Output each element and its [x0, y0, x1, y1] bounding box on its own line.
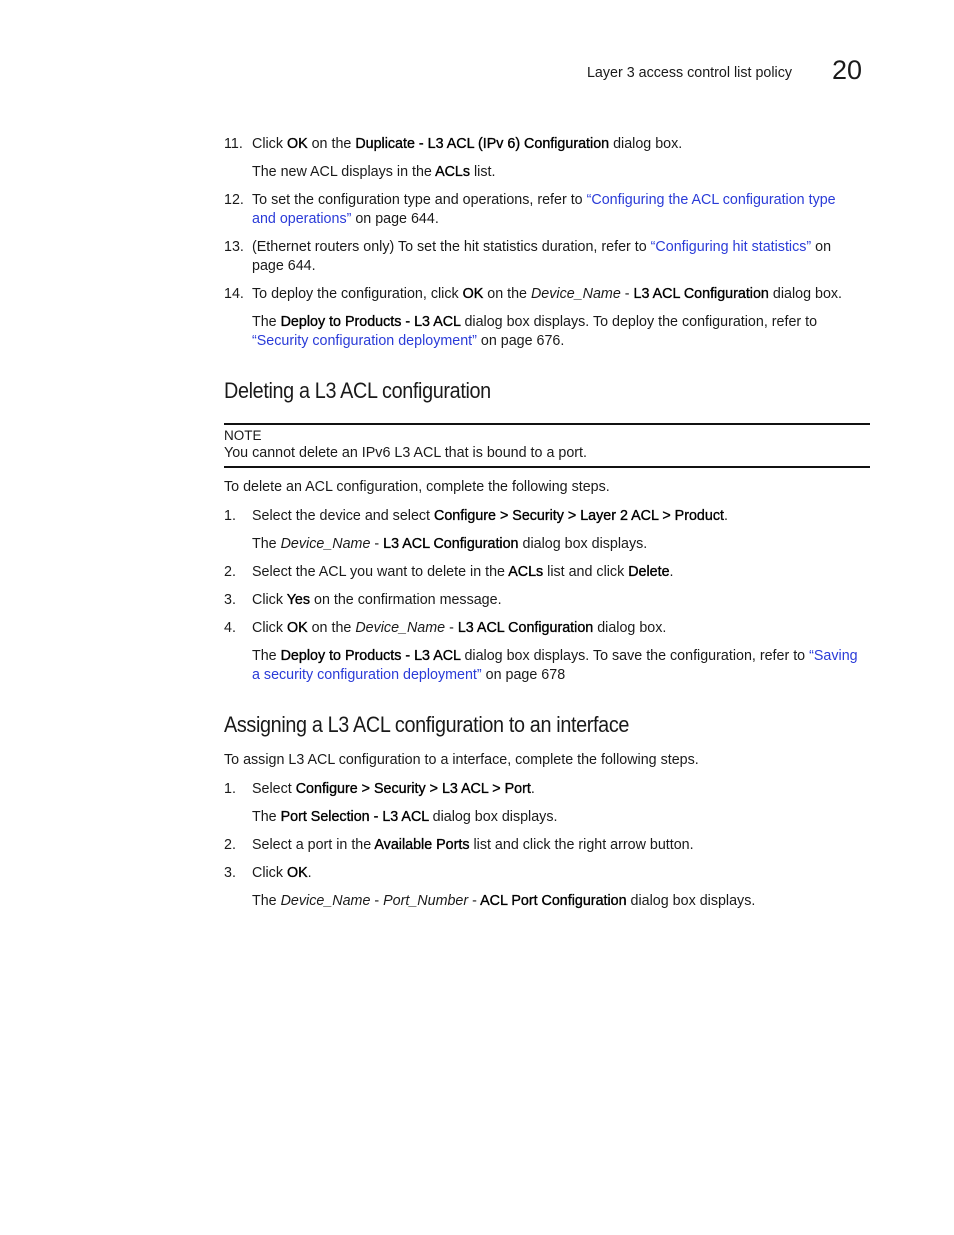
text: Select the ACL you want to delete in the — [252, 564, 509, 580]
note-label: NOTE — [224, 428, 262, 443]
text: Click — [252, 865, 287, 881]
text: Select — [252, 781, 296, 797]
text: on the — [307, 136, 356, 152]
step-number: 13. — [224, 239, 244, 255]
text: Select the device and select — [252, 508, 434, 524]
cross-reference-link[interactable]: “Security configuration deployment” — [252, 333, 477, 349]
text: dialog box. — [593, 620, 667, 636]
ui-term: Delete — [628, 564, 670, 580]
step-13 — [224, 238, 870, 278]
step-number: 2. — [224, 837, 236, 853]
placeholder-term: Device_Name — [280, 893, 371, 909]
step-text — [252, 619, 870, 638]
ui-term: Duplicate - L3 ACL (IPv 6) Configuration — [355, 136, 610, 152]
text: page 644. — [252, 258, 316, 274]
text: To set the configuration type and operations, refer to — [252, 192, 587, 208]
text: - — [445, 620, 458, 636]
ui-term: ACL Port Configuration — [480, 893, 627, 909]
text: - — [370, 536, 384, 552]
step-number: 12. — [224, 192, 244, 208]
link-text[interactable]: a security configuration deployment” — [252, 667, 482, 683]
text: on the — [307, 620, 356, 636]
ui-term: L3 ACL Configuration — [383, 536, 519, 552]
ui-term: L3 ACL Configuration — [457, 620, 594, 636]
ui-term: Deploy to Products - L3 ACL — [280, 648, 461, 664]
step-text — [252, 507, 870, 526]
text: dialog box. — [609, 136, 683, 152]
text: - — [370, 893, 384, 909]
placeholder-term: Device_Name — [355, 620, 446, 636]
step-text — [252, 780, 870, 799]
step-12 — [224, 191, 870, 231]
text: Select a port in the — [252, 837, 375, 853]
text: dialog box displays. To deploy the configuration, refer to — [460, 314, 818, 330]
text: . — [723, 508, 728, 524]
step-number: 1. — [224, 781, 236, 797]
ui-term: L3 ACL Configuration — [633, 286, 769, 302]
text: list and click the right arrow button. — [469, 837, 694, 853]
step-text — [252, 135, 870, 154]
chapter-number: 20 — [832, 55, 863, 85]
ui-term: Port Selection - L3 ACL — [280, 809, 429, 825]
text: . — [530, 781, 535, 797]
menu-path: Configure > Security > L3 ACL > Port — [295, 781, 531, 797]
text: on the — [483, 286, 531, 302]
text: on the confirmation message. — [310, 592, 502, 608]
assign-intro: To assign L3 ACL configuration to a interface, complete the following steps. — [224, 752, 699, 768]
ui-term: Available Ports — [374, 837, 470, 853]
text: on page 678 — [481, 667, 566, 683]
text: dialog box displays. — [428, 809, 558, 825]
cross-reference-link[interactable]: “Configuring hit statistics” — [650, 239, 812, 255]
text: . — [669, 564, 674, 580]
text: The — [252, 536, 281, 552]
text: - — [468, 893, 481, 909]
step-text — [252, 836, 870, 855]
assign-step-3-result — [252, 892, 870, 911]
text: The — [252, 648, 281, 664]
text: (Ethernet routers only) To set the hit statistics duration, refer to — [252, 239, 651, 255]
text: dialog box. — [768, 286, 843, 302]
text: The new ACL displays in the — [252, 164, 436, 180]
ui-term: ACLs — [435, 164, 471, 180]
ui-term: OK — [286, 620, 308, 636]
delete-step-1-result — [252, 535, 870, 554]
menu-path: Configure > Security > Layer 2 ACL > Product — [434, 508, 724, 524]
step-11-result — [252, 163, 870, 182]
step-text — [252, 563, 870, 582]
step-text — [252, 864, 870, 883]
link-text[interactable]: “Configuring the ACL configuration type — [586, 192, 836, 208]
running-header-title: Layer 3 access control list policy — [586, 65, 792, 81]
section-heading-delete: Deleting a L3 ACL configuration — [224, 378, 491, 403]
text: on page 676. — [476, 333, 565, 349]
step-number: 1. — [224, 508, 236, 524]
placeholder-term: Port_Number — [383, 893, 469, 909]
text: Click — [252, 592, 287, 608]
text: dialog box displays. — [518, 536, 648, 552]
text: dialog box displays. — [626, 893, 756, 909]
step-14-result — [252, 313, 870, 351]
ui-term: Yes — [286, 592, 311, 608]
text: - — [620, 286, 634, 302]
step-text — [252, 285, 870, 304]
text: The — [252, 314, 281, 330]
text: list. — [470, 164, 496, 180]
note-top-rule — [224, 423, 870, 425]
placeholder-term: Device_Name — [280, 536, 371, 552]
step-text — [252, 591, 870, 610]
link-text[interactable]: “Saving — [809, 648, 858, 664]
text: Click — [252, 136, 287, 152]
step-number: 11. — [224, 136, 243, 152]
text: The — [252, 809, 281, 825]
step-number: 14. — [224, 286, 244, 302]
note-bottom-rule — [224, 466, 870, 468]
step-text — [252, 191, 870, 229]
text: on page 644. — [351, 211, 439, 227]
step-number: 3. — [224, 592, 236, 608]
text: dialog box displays. To save the configuration, refer to — [460, 648, 810, 664]
ui-term: OK — [286, 136, 308, 152]
delete-intro: To delete an ACL configuration, complete the following steps. — [224, 479, 610, 495]
text: list and click — [543, 564, 629, 580]
ui-term: OK — [462, 286, 484, 302]
placeholder-term: Device_Name — [530, 286, 621, 302]
link-text[interactable]: and operations” — [252, 211, 352, 227]
note-text: You cannot delete an IPv6 L3 ACL that is bound to a port. — [224, 445, 587, 461]
ui-term: ACLs — [508, 564, 544, 580]
ui-term: Deploy to Products - L3 ACL — [280, 314, 461, 330]
step-number: 4. — [224, 620, 236, 636]
step-number: 3. — [224, 865, 236, 881]
text: Click — [252, 620, 287, 636]
text: on — [811, 239, 832, 255]
text: The — [252, 893, 281, 909]
text: . — [307, 865, 312, 881]
step-text — [252, 238, 870, 276]
delete-step-4-result — [252, 647, 870, 685]
step-number: 2. — [224, 564, 236, 580]
text: To deploy the configuration, click — [252, 286, 463, 302]
section-heading-assign: Assigning a L3 ACL configuration to an interface — [224, 712, 630, 737]
ui-term: OK — [286, 865, 308, 881]
assign-step-1-result — [252, 808, 870, 827]
